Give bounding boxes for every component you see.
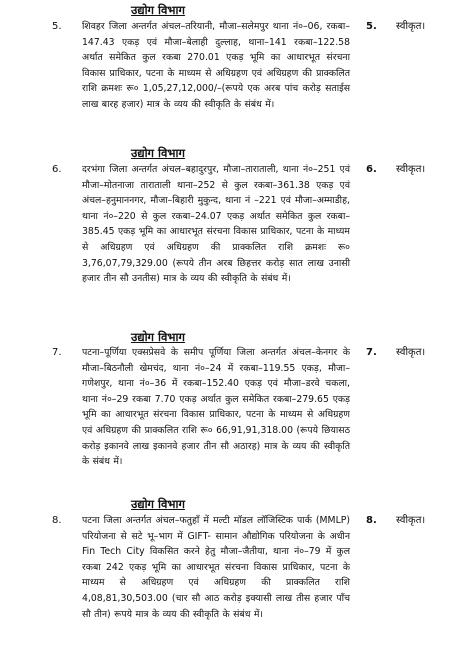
item-serial: 5. xyxy=(52,21,62,32)
item-serial: 6. xyxy=(52,164,62,175)
decision-serial: 5. xyxy=(366,21,377,32)
item-description: शिवहर जिला अन्तर्गत अंचल–तरियानी, मौजा–सलेमपुर थाना नं०–06, रकबा–147.43 एकड़ एवं मौजा–बेलाही दुल्लाह, थाना–141 रकबा–122.58 अर्थात समेकित कुल रकबा 270.01 एकड़ भूमि का आधारभूत संरचना विकास प्राधिकार, पटना के माध्यम से अधिग्रहण एवं अधिग्रहण की प्राक्कलित राशि क्रमशः रू० 1,05,27,12,000/–(रूपये एक अरब पांच करोड़ सताईस लाख बारह हजार) मात्र के व्यय की स्वीकृति के संबंध में। xyxy=(82,21,350,110)
decision-status: स्वीकृत। xyxy=(396,164,426,175)
decision-serial: 6. xyxy=(366,164,377,175)
item-serial: 7. xyxy=(52,347,62,358)
decision-serial: 8. xyxy=(366,515,377,526)
item-description: दरभंगा जिला अन्तर्गत अंचल–बहादुरपुर, मौजा–ताराताली, थाना नं०–251 एवं मौजा–मोतनाजा ताराताली थाना–252 से कुल रकबा–361.38 एकड़ एवं अंचल–हनुमाननगर, मौजा–बिहारी मुकुन्द, थाना नं –221 एवं मौजा–अम्माडीह, थाना नं०–220 से कुल रकबा–24.07 एकड़ अर्थात समेकित कुल रकबा–385.45 एकड़ भूमि का आधारभूत संरचना विकास प्राधिकार, पटना के माध्यम से अधिग्रहण एवं अधिग्रहण की प्राक्कलित राशि क्रमशः रू० 3,76,07,79,329.00 (रूपये तीन अरब छिहत्तर करोड़ सात लाख उनासी हजार तीन सौ उनतीस) मात्र के व्यय की स्वीकृति के संबंध में। xyxy=(82,164,350,285)
department-heading: उद्योग विभाग xyxy=(131,3,185,17)
decision-status: स्वीकृत। xyxy=(396,21,426,32)
item-description: पटना–पूर्णिया एक्सप्रेसवे के समीप पूर्णिया जिला अन्तर्गत अंचल–केनगर के मौजा–बिठनौली खेमचंद, थाना नं०–24 में रकबा–119.55 एकड़, मौजा–गणेशपुर, थाना नं०–36 में रकबा–152.40 एकड़ एवं मौजा–डरवे चकला, थाना नं०–29 रकबा 7.70 एकड़ अर्थात कुल समेकित रकबा–279.65 एकड़ भूमि का आधारभूत संरचना विकास प्राधिकार, पटना के माध्यम से अधिग्रहण एवं अधिग्रहण की प्राक्कलित राशि रू० 66,91,91,318.00 (रूपये छियासठ करोड़ इकानवे लाख इकानवे हजार तीन सौ अठारह) मात्र के व्यय की स्वीकृति के संबंध में। xyxy=(82,347,350,468)
department-heading: उद्योग विभाग xyxy=(131,330,185,344)
item-serial: 8. xyxy=(52,515,62,526)
decision-status: स्वीकृत। xyxy=(396,515,426,526)
department-heading: उद्योग विभाग xyxy=(131,497,185,511)
decision-status: स्वीकृत। xyxy=(396,347,426,358)
decision-serial: 7. xyxy=(366,347,377,358)
item-description: पटना जिला अन्तर्गत अंचल–फतुहाँ में मल्टी मॉडल लॉजिस्टिक पार्क (MMLP) परियोजना से सटे भू–भाग में GIFT- सामान औद्योगिक परियोजना के अधीन Fin Tech City विकसित करने हेतु मौजा–जैतीया, थाना नं०–79 में कुल रकबा 242 एकड़ भूमि का आधारभूत संरचना विकास प्राधिकार, पटना के माध्यम से अधिग्रहण एवं अधिग्रहण की प्राक्कलित राशि 4,08,81,30,503.00 (चार सौ आठ करोड़ इक्यासी लाख तीस हजार पाँच सौ तीन) रूपये मात्र के व्यय की स्वीकृति के संबंध में। xyxy=(82,515,350,620)
department-heading: उद्योग विभाग xyxy=(131,146,185,160)
